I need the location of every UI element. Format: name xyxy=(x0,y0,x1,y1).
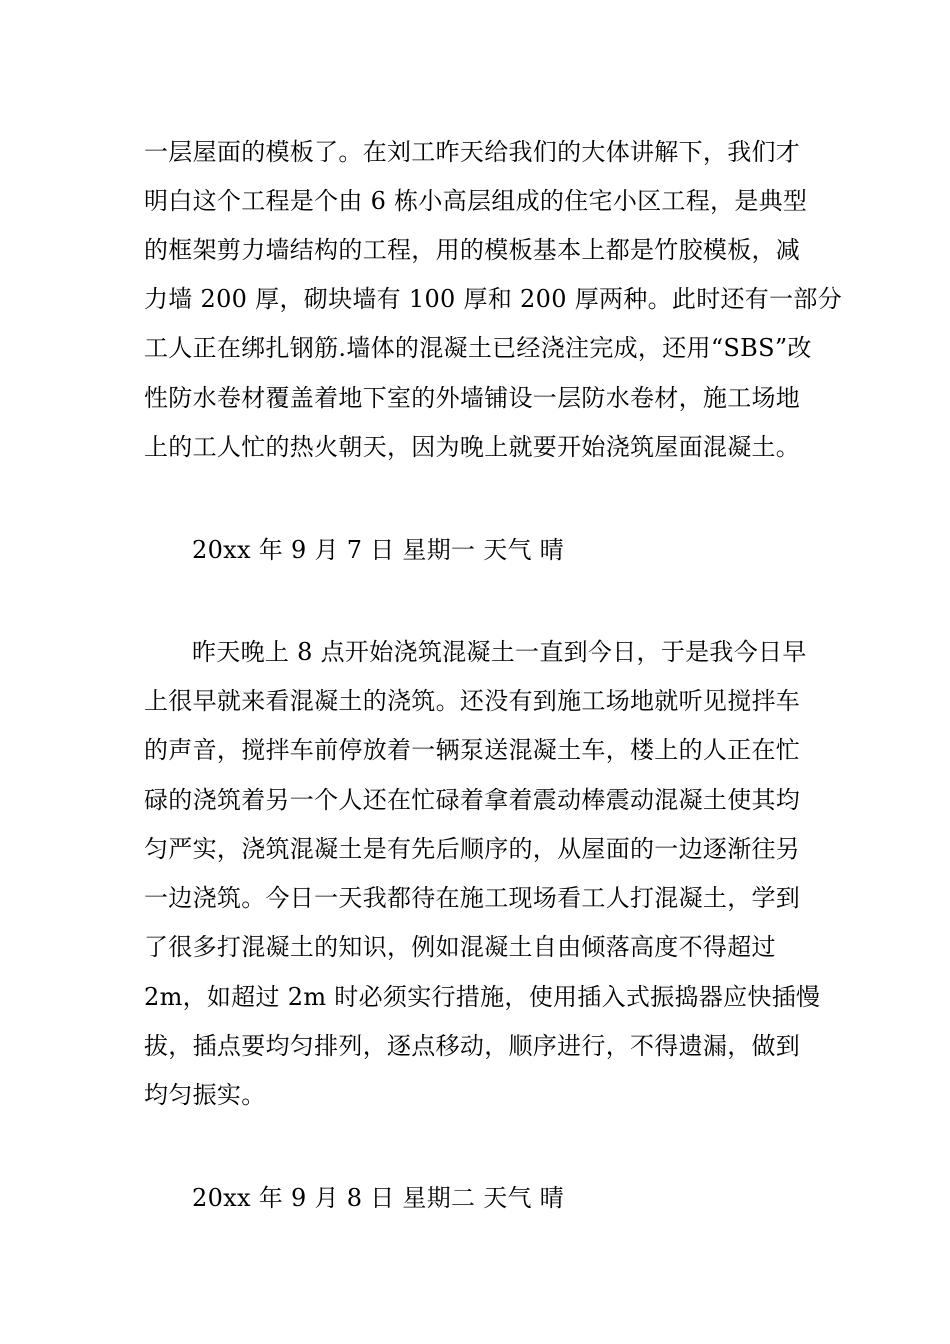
paragraph-line: 的声音，搅拌车前停放着一辆泵送混凝土车，楼上的人正在忙 xyxy=(144,736,801,764)
paragraph-line: 明白这个工程是个由 6 栋小高层组成的住宅小区工程，是典型 xyxy=(144,187,808,215)
paragraph-line: 性防水卷材覆盖着地下室的外墙铺设一层防水卷材，施工场地 xyxy=(144,384,801,412)
paragraph-line: 的框架剪力墙结构的工程，用的模板基本上都是竹胶模板，减 xyxy=(144,236,801,264)
paragraph-line: 一边浇筑。今日一天我都待在施工现场看工人打混凝土，学到 xyxy=(144,884,801,912)
paragraph-line: 昨天晚上 8 点开始浇筑混凝土一直到今日，于是我今日早 xyxy=(192,638,807,666)
date-heading: 20xx 年 9 月 8 日 星期二 天气 晴 xyxy=(192,1184,565,1212)
paragraph-line: 拔，插点要均匀排列，逐点移动，顺序进行，不得遗漏，做到 xyxy=(144,1032,801,1060)
paragraph-line: 上的工人忙的热火朝天，因为晚上就要开始浇筑屋面混凝土。 xyxy=(144,433,801,461)
paragraph-line: 一层屋面的模板了。在刘工昨天给我们的大体讲解下，我们才 xyxy=(144,138,801,166)
paragraph-line: 2m，如超过 2m 时必须实行措施，使用插入式振捣器应快插慢 xyxy=(144,983,821,1011)
paragraph-line: 上很早就来看混凝土的浇筑。还没有到施工场地就听见搅拌车 xyxy=(144,687,801,715)
paragraph-line: 工人正在绑扎钢筋.墙体的混凝土已经浇注完成，还用“SBS”改 xyxy=(144,334,812,362)
paragraph-line: 碌的浇筑着另一个人还在忙碌着拿着震动棒震动混凝土使其均 xyxy=(144,786,801,814)
paragraph-line: 力墙 200 厚，砌块墙有 100 厚和 200 厚两种。此时还有一部分 xyxy=(144,285,842,313)
paragraph-line: 均匀振实。 xyxy=(144,1081,266,1109)
paragraph-line: 了很多打混凝土的知识，例如混凝土自由倾落高度不得超过 xyxy=(144,933,776,961)
paragraph-line: 匀严实，浇筑混凝土是有先后顺序的，从屋面的一边逐渐往另 xyxy=(144,835,801,863)
date-heading: 20xx 年 9 月 7 日 星期一 天气 晴 xyxy=(192,536,565,564)
